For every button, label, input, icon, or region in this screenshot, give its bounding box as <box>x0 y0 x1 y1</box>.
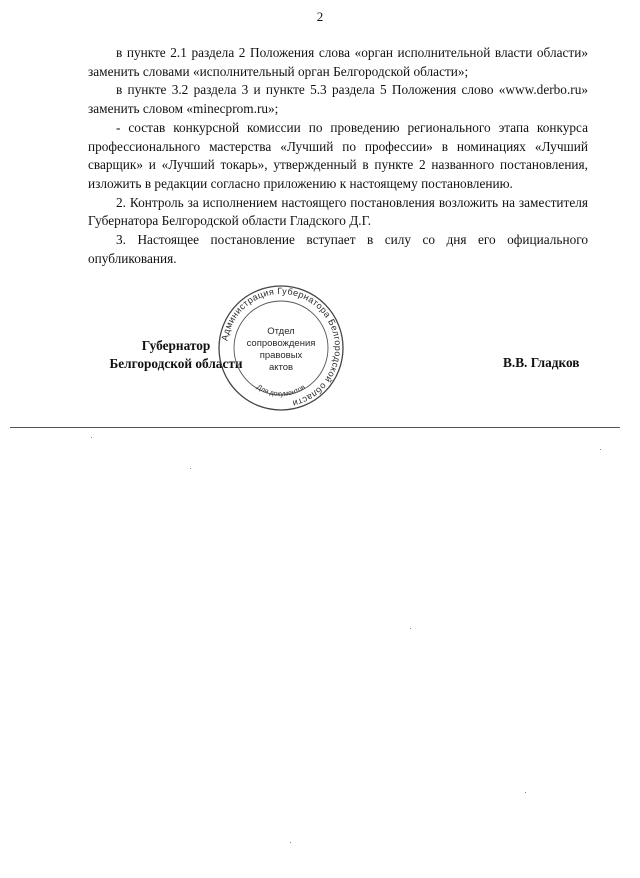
paragraph-commission-composition: - состав конкурсной комиссии по проведению регионального этапа конкурса профессионального мастерства «Лучший по профессии» в номинациях «Лучший сварщик» и «Лучший токарь», утвержденный в пункте 2 названного постановления, изложить в редакции согласно приложению к настоящему постановлению. <box>88 119 588 191</box>
scan-speck <box>525 792 526 793</box>
scan-speck <box>91 437 92 438</box>
paragraph-control: 2. Контроль за исполнением настоящего постановления возложить на заместителя Губернатора Белгородской области Гладского Д.Г. <box>88 194 588 229</box>
official-seal <box>217 284 345 412</box>
signatory-title-line2: Белгородской области <box>109 356 243 371</box>
page-number: 2 <box>316 9 324 24</box>
scan-speck <box>290 842 291 843</box>
seal-center-line4: актов <box>268 362 294 373</box>
paragraph-effective-date: 3. Настоящее постановление вступает в силу со дня его официального опубликования. <box>88 232 588 266</box>
paragraph-amendment-3-2: в пункте 3.2 раздела 3 и пункте 5.3 раздела 5 Положения слово «www.derbo.ru» заменить словом «minecprom.ru»; <box>88 82 588 117</box>
signatory-name: В.В. Гладков <box>503 355 580 370</box>
seal-center-line3: правовых <box>259 350 303 361</box>
seal-center-line1: Отдел <box>267 326 295 337</box>
seal-outer-text: Администрация Губернатора Белгородской области <box>219 285 344 409</box>
horizontal-divider <box>10 427 620 428</box>
scan-speck <box>600 449 601 450</box>
scan-speck <box>410 628 411 629</box>
signatory-title-line1: Губернатор <box>141 338 211 353</box>
scan-speck <box>190 468 191 469</box>
seal-bottom-text: Для документов <box>255 383 307 399</box>
paragraph-amendment-2-1: в пункте 2.1 раздела 2 Положения слова «орган исполнительной власти области» заменить словами «исполнительный орган Белгородской области»; <box>88 45 588 79</box>
seal-center-line2: сопровождения <box>246 338 316 349</box>
